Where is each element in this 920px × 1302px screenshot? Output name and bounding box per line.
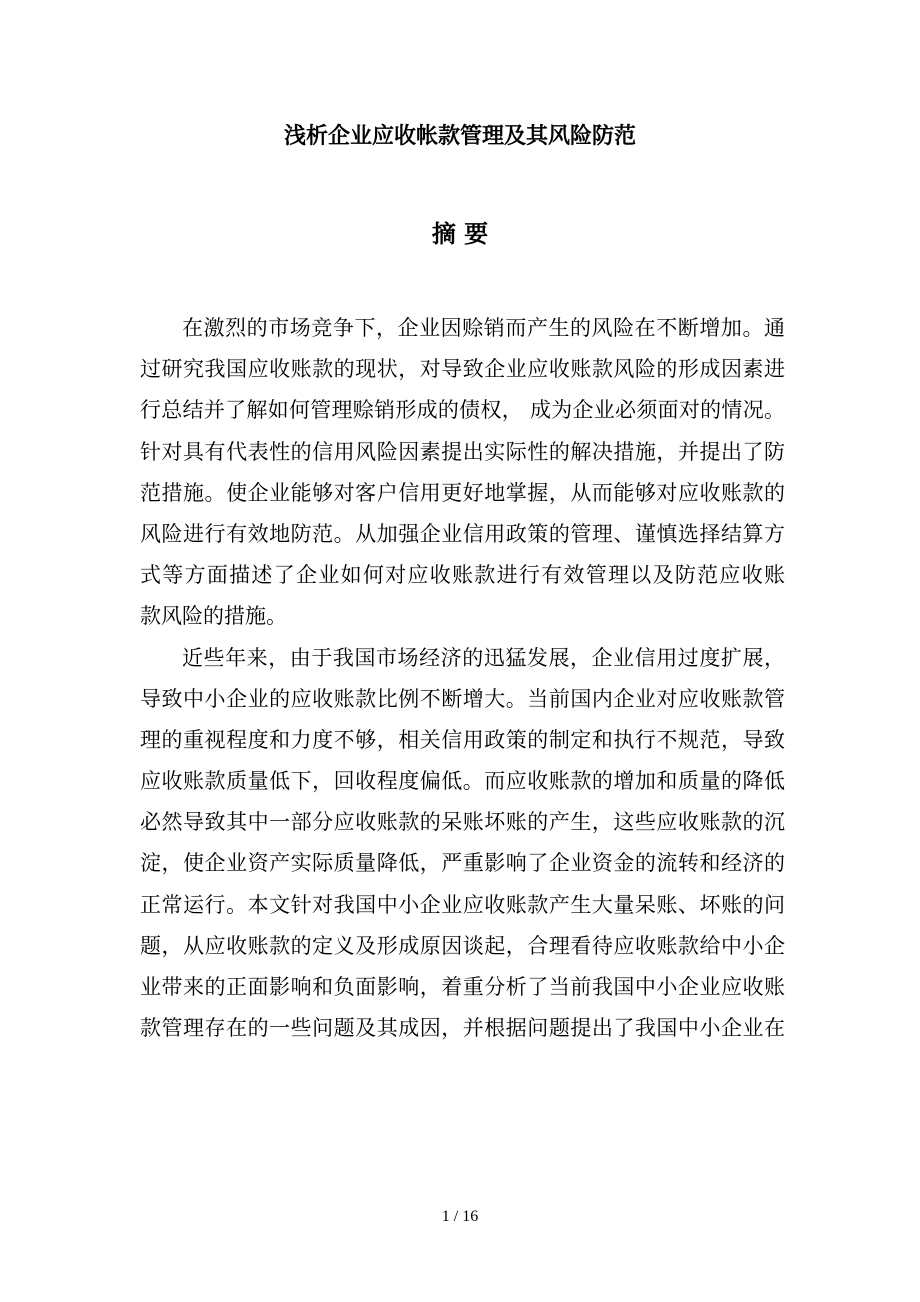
text-line: 风险进行有效地防范。从加强企业信用政策的管理、谨慎选择结算方 — [140, 521, 785, 546]
text-line: 导致中小企业的应收账款比例不断增大。当前国内企业对应收账款管 — [140, 686, 785, 711]
text-line: 行总结并了解如何管理赊销形成的债权， 成为企业必须面对的情况。 — [140, 398, 785, 423]
text-line: 范措施。使企业能够对客户信用更好地掌握，从而能够对应收账款的 — [140, 480, 785, 505]
page-number: 1 / 16 — [441, 1208, 479, 1225]
text-line: 式等方面描述了企业如何对应收账款进行有效管理以及防范应收账 — [140, 563, 785, 588]
text-line: 淀，使企业资产实际质量降低，严重影响了企业资金的流转和经济的 — [140, 851, 785, 876]
text-line: 理的重视程度和力度不够，相关信用政策的制定和执行不规范，导致 — [140, 727, 785, 752]
text-line: 针对具有代表性的信用风险因素提出实际性的解决措施，并提出了防 — [140, 439, 785, 464]
text-line: 款管理存在的一些问题及其成因，并根据问题提出了我国中小企业在 — [140, 1016, 785, 1041]
text-line: 正常运行。本文针对我国中小企业应收账款产生大量呆账、坏账的问 — [140, 892, 785, 917]
paragraph-2 — [140, 638, 785, 1050]
text-line: 款风险的措施。 — [140, 604, 287, 629]
text-line: 过研究我国应收账款的现状，对导致企业应收账款风险的形成因素进 — [140, 357, 785, 382]
paragraph-1 — [140, 308, 785, 638]
document-title: 浅析企业应收帐款管理及其风险防范 — [283, 124, 636, 149]
text-line: 必然导致其中一部分应收账款的呆账坏账的产生，这些应收账款的沉 — [140, 810, 785, 835]
text-line: 题，从应收账款的定义及形成原因谈起，合理看待应收账款给中小企 — [140, 933, 785, 958]
text-line: 在激烈的市场竞争下，企业因赊销而产生的风险在不断增加。通 — [182, 316, 785, 340]
abstract-body — [140, 308, 785, 1049]
abstract-heading: 摘 要 — [431, 220, 489, 248]
text-line: 业带来的正面影响和负面影响，着重分析了当前我国中小企业应收账 — [140, 975, 785, 999]
text-line: 近些年来，由于我国市场经济的迅猛发展，企业信用过度扩展， — [182, 645, 785, 670]
text-line: 应收账款质量低下，回收程度偏低。而应收账款的增加和质量的降低 — [140, 769, 785, 794]
